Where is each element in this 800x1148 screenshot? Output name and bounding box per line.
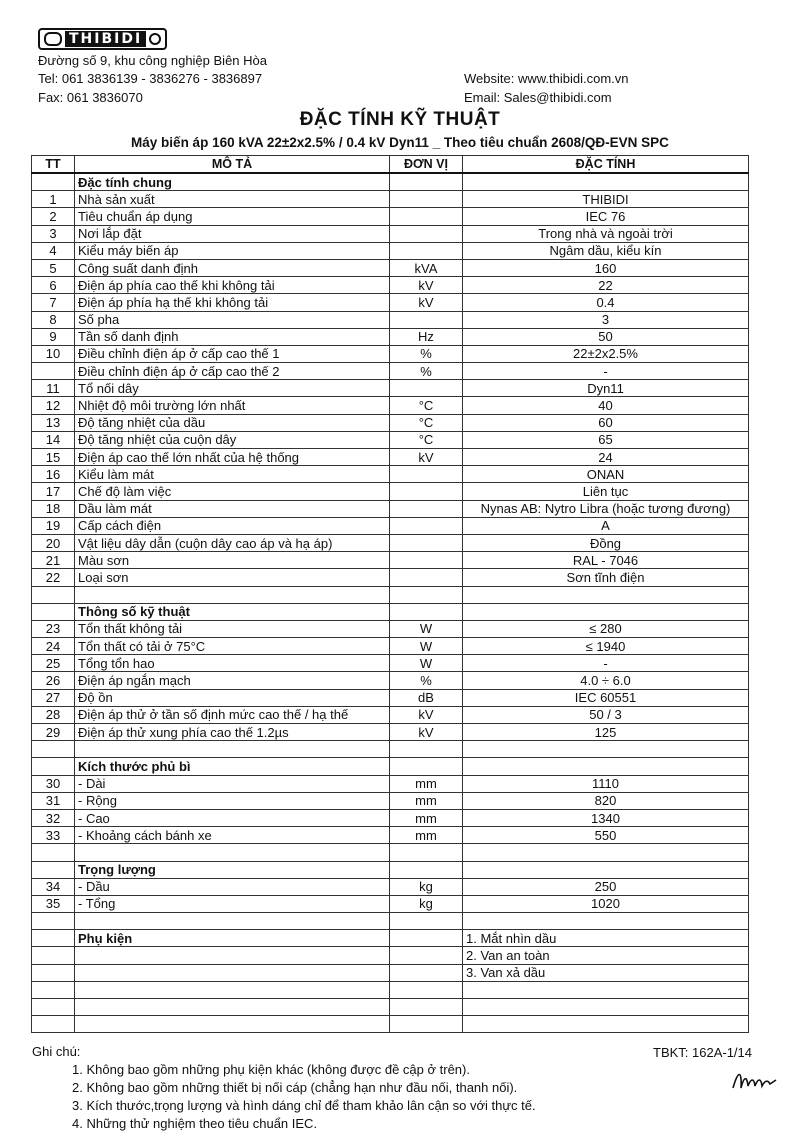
logo-frame — [38, 28, 167, 50]
row-number — [32, 363, 75, 380]
row-unit: dB — [390, 689, 463, 706]
table-row — [32, 792, 749, 809]
logo-dot-icon — [149, 33, 161, 45]
row-description: Điện áp phía cao thế khi không tải — [75, 277, 390, 294]
row-value — [463, 913, 749, 930]
row-number: 23 — [32, 620, 75, 637]
table-row — [32, 586, 749, 603]
row-number: 27 — [32, 689, 75, 706]
row-description: - Khoảng cách bánh xe — [75, 827, 390, 844]
row-number: 18 — [32, 500, 75, 517]
row-unit: °C — [390, 431, 463, 448]
row-value: ≤ 1940 — [463, 638, 749, 655]
row-number: 34 — [32, 878, 75, 895]
row-number: 28 — [32, 706, 75, 723]
row-description: Màu sơn — [75, 552, 390, 569]
row-unit: kV — [390, 706, 463, 723]
row-value — [463, 173, 749, 191]
table-row — [32, 208, 749, 225]
row-value: 1. Mắt nhìn dầu — [463, 930, 749, 947]
row-number: 22 — [32, 569, 75, 586]
row-unit: kV — [390, 294, 463, 311]
row-description: Cấp cách điện — [75, 517, 390, 534]
row-unit — [390, 225, 463, 242]
row-number: 21 — [32, 552, 75, 569]
note-item: 2. Không bao gồm những thiết bị nối cáp (chẳng hạn như đầu nối, thanh nối). — [72, 1080, 518, 1095]
row-description: Đặc tính chung — [75, 173, 390, 191]
table-row — [32, 259, 749, 276]
row-unit — [390, 861, 463, 878]
row-number — [32, 913, 75, 930]
row-number: 16 — [32, 466, 75, 483]
row-number: 14 — [32, 431, 75, 448]
table-row — [32, 655, 749, 672]
row-number: 25 — [32, 655, 75, 672]
table-row — [32, 724, 749, 741]
row-unit: °C — [390, 414, 463, 431]
table-row — [32, 620, 749, 637]
row-number: 15 — [32, 449, 75, 466]
row-unit: % — [390, 672, 463, 689]
spec-table-body — [32, 173, 749, 1033]
table-row — [32, 947, 749, 964]
row-value: 160 — [463, 259, 749, 276]
row-description: Kích thước phủ bì — [75, 758, 390, 775]
row-value — [463, 586, 749, 603]
row-number: 11 — [32, 380, 75, 397]
row-value: 2. Van an toàn — [463, 947, 749, 964]
table-row — [32, 809, 749, 826]
row-value — [463, 981, 749, 998]
row-value — [463, 603, 749, 620]
row-unit: kV — [390, 277, 463, 294]
row-value — [463, 1016, 749, 1033]
row-value: 65 — [463, 431, 749, 448]
row-number — [32, 844, 75, 861]
row-unit — [390, 517, 463, 534]
row-number: 13 — [32, 414, 75, 431]
row-unit — [390, 311, 463, 328]
row-description: Vật liệu dây dẫn (cuộn dây cao áp và hạ áp) — [75, 534, 390, 551]
row-unit — [390, 242, 463, 259]
row-unit: kg — [390, 878, 463, 895]
row-description: - Rộng — [75, 792, 390, 809]
row-value: 1110 — [463, 775, 749, 792]
row-unit — [390, 947, 463, 964]
row-description — [75, 913, 390, 930]
row-description: Chế độ làm việc — [75, 483, 390, 500]
table-row — [32, 741, 749, 758]
row-number — [32, 981, 75, 998]
row-unit — [390, 981, 463, 998]
row-unit: mm — [390, 775, 463, 792]
row-number: 3 — [32, 225, 75, 242]
row-number: 7 — [32, 294, 75, 311]
row-number — [32, 1016, 75, 1033]
row-number: 31 — [32, 792, 75, 809]
document-title: ĐẶC TÍNH KỸ THUẬT — [299, 109, 501, 130]
row-value: - — [463, 363, 749, 380]
table-row — [32, 689, 749, 706]
row-value: 0.4 — [463, 294, 749, 311]
table-row — [32, 878, 749, 895]
company-address: Đường số 9, khu công nghiệp Biên Hòa — [38, 53, 267, 68]
row-number: 5 — [32, 259, 75, 276]
table-row — [32, 913, 749, 930]
row-value: 1020 — [463, 895, 749, 912]
table-row — [32, 328, 749, 345]
row-description: Tổn thất có tải ở 75°C — [75, 638, 390, 655]
row-description: Điều chỉnh điện áp ở cấp cao thế 1 — [75, 345, 390, 362]
row-description: Tổng tổn hao — [75, 655, 390, 672]
row-number — [32, 861, 75, 878]
row-number: 35 — [32, 895, 75, 912]
row-value: 250 — [463, 878, 749, 895]
row-description: Nơi lắp đặt — [75, 225, 390, 242]
row-number: 33 — [32, 827, 75, 844]
table-row — [32, 895, 749, 912]
row-description: - Dầu — [75, 878, 390, 895]
row-unit: W — [390, 638, 463, 655]
row-value — [463, 758, 749, 775]
table-row — [32, 414, 749, 431]
header-unit: ĐƠN VỊ — [390, 156, 463, 174]
notes-label: Ghi chú: — [32, 1044, 81, 1059]
row-description: Tổ nối dây — [75, 380, 390, 397]
row-number — [32, 586, 75, 603]
row-number — [32, 947, 75, 964]
row-number: 2 — [32, 208, 75, 225]
row-value: 50 / 3 — [463, 706, 749, 723]
row-value — [463, 844, 749, 861]
notes-section — [32, 1043, 536, 1133]
row-number: 26 — [32, 672, 75, 689]
row-unit — [390, 534, 463, 551]
row-description: Độ tăng nhiệt của cuộn dây — [75, 431, 390, 448]
row-unit: mm — [390, 827, 463, 844]
row-unit — [390, 999, 463, 1016]
table-row — [32, 534, 749, 551]
row-number: 19 — [32, 517, 75, 534]
row-value: A — [463, 517, 749, 534]
row-value: Liên tục — [463, 483, 749, 500]
row-number: 10 — [32, 345, 75, 362]
row-description — [75, 741, 390, 758]
document-subtitle: Máy biến áp 160 kVA 22±2x2.5% / 0.4 kV Dyn11 _ Theo tiêu chuẩn 2608/QĐ-EVN SPC — [131, 135, 669, 150]
row-unit — [390, 844, 463, 861]
row-value: Dyn11 — [463, 380, 749, 397]
row-description: Điện áp ngắn mạch — [75, 672, 390, 689]
row-number: 12 — [32, 397, 75, 414]
row-description: Dầu làm mát — [75, 500, 390, 517]
row-number: 8 — [32, 311, 75, 328]
row-description: Độ ồn — [75, 689, 390, 706]
row-description: Điện áp thử xung phía cao thế 1.2µs — [75, 724, 390, 741]
row-value: Nynas AB: Nytro Libra (hoặc tương đương) — [463, 500, 749, 517]
row-description: Phụ kiện — [75, 930, 390, 947]
table-row — [32, 242, 749, 259]
row-description: Tổn thất không tải — [75, 620, 390, 637]
row-value: IEC 60551 — [463, 689, 749, 706]
row-number — [32, 964, 75, 981]
table-row — [32, 758, 749, 775]
row-unit: °C — [390, 397, 463, 414]
row-number — [32, 741, 75, 758]
table-row — [32, 1016, 749, 1033]
row-value: Sơn tĩnh điện — [463, 569, 749, 586]
row-number: 32 — [32, 809, 75, 826]
table-row — [32, 277, 749, 294]
table-row — [32, 449, 749, 466]
row-number: 29 — [32, 724, 75, 741]
document-code: TBKT: 162A-1/14 — [653, 1045, 752, 1060]
row-description: Nhiệt độ môi trường lớn nhất — [75, 397, 390, 414]
row-description: Thông số kỹ thuật — [75, 603, 390, 620]
row-value: IEC 76 — [463, 208, 749, 225]
header-description: MÔ TẢ — [75, 156, 390, 174]
row-value: Đồng — [463, 534, 749, 551]
row-number — [32, 758, 75, 775]
row-value: 820 — [463, 792, 749, 809]
table-row — [32, 431, 749, 448]
row-description: Công suất danh định — [75, 259, 390, 276]
table-row — [32, 603, 749, 620]
row-unit — [390, 191, 463, 208]
row-value: Ngâm dầu, kiểu kín — [463, 242, 749, 259]
row-value: 22 — [463, 277, 749, 294]
row-unit: W — [390, 620, 463, 637]
table-row — [32, 345, 749, 362]
row-number: 1 — [32, 191, 75, 208]
row-unit: kg — [390, 895, 463, 912]
row-unit — [390, 208, 463, 225]
row-number — [32, 173, 75, 191]
signature-mark — [730, 1066, 780, 1096]
row-description: Điện áp cao thế lớn nhất của hệ thống — [75, 449, 390, 466]
table-row — [32, 999, 749, 1016]
company-email: Email: Sales@thibidi.com — [464, 90, 612, 105]
row-description — [75, 964, 390, 981]
row-unit — [390, 500, 463, 517]
row-description: Điều chỉnh điện áp ở cấp cao thế 2 — [75, 363, 390, 380]
table-row — [32, 191, 749, 208]
row-description — [75, 947, 390, 964]
company-tel: Tel: 061 3836139 - 3836276 - 3836897 — [38, 71, 263, 86]
row-number — [32, 930, 75, 947]
table-row — [32, 397, 749, 414]
row-value: THIBIDI — [463, 191, 749, 208]
row-value — [463, 741, 749, 758]
table-header-row — [32, 156, 749, 174]
row-description: Loại sơn — [75, 569, 390, 586]
row-description: Tần số danh định — [75, 328, 390, 345]
row-unit — [390, 380, 463, 397]
spec-table — [31, 155, 749, 1033]
logo-ring-icon — [44, 32, 62, 46]
row-unit: kV — [390, 449, 463, 466]
table-row — [32, 552, 749, 569]
row-value: 22±2x2.5% — [463, 345, 749, 362]
table-row — [32, 861, 749, 878]
row-description — [75, 1016, 390, 1033]
row-unit: mm — [390, 809, 463, 826]
row-description: - Cao — [75, 809, 390, 826]
row-unit — [390, 758, 463, 775]
table-row — [32, 517, 749, 534]
row-description: Kiểu làm mát — [75, 466, 390, 483]
row-unit — [390, 1016, 463, 1033]
row-description: - Tổng — [75, 895, 390, 912]
row-unit: kV — [390, 724, 463, 741]
table-row — [32, 672, 749, 689]
row-number: 6 — [32, 277, 75, 294]
row-number — [32, 603, 75, 620]
row-unit — [390, 603, 463, 620]
row-description: - Dài — [75, 775, 390, 792]
row-number: 30 — [32, 775, 75, 792]
row-unit: Hz — [390, 328, 463, 345]
row-unit — [390, 586, 463, 603]
row-value: 125 — [463, 724, 749, 741]
row-description: Độ tăng nhiệt của dầu — [75, 414, 390, 431]
table-row — [32, 380, 749, 397]
row-number: 20 — [32, 534, 75, 551]
row-unit — [390, 466, 463, 483]
table-row — [32, 827, 749, 844]
row-value: 3 — [463, 311, 749, 328]
row-description: Tiêu chuẩn áp dụng — [75, 208, 390, 225]
row-description: Trọng lượng — [75, 861, 390, 878]
row-unit: % — [390, 345, 463, 362]
table-row — [32, 844, 749, 861]
row-description — [75, 586, 390, 603]
row-number: 9 — [32, 328, 75, 345]
table-row — [32, 225, 749, 242]
row-value: 60 — [463, 414, 749, 431]
table-row — [32, 638, 749, 655]
row-number: 4 — [32, 242, 75, 259]
row-description: Điện áp thử ở tần số định mức cao thế / hạ thế — [75, 706, 390, 723]
table-row — [32, 363, 749, 380]
table-row — [32, 311, 749, 328]
header-value: ĐẶC TÍNH — [463, 156, 749, 174]
company-fax: Fax: 061 3836070 — [38, 90, 143, 105]
company-website: Website: www.thibidi.com.vn — [464, 71, 629, 86]
row-description — [75, 999, 390, 1016]
row-value: 3. Van xả dầu — [463, 964, 749, 981]
row-value: 4.0 ÷ 6.0 — [463, 672, 749, 689]
row-unit — [390, 913, 463, 930]
table-row — [32, 706, 749, 723]
table-row — [32, 173, 749, 191]
note-item: 3. Kích thước,trọng lượng và hình dáng chỉ để tham khảo lân cận so với thực tế. — [72, 1098, 536, 1113]
row-value: 550 — [463, 827, 749, 844]
row-value: - — [463, 655, 749, 672]
row-value: 40 — [463, 397, 749, 414]
row-unit — [390, 569, 463, 586]
row-unit: W — [390, 655, 463, 672]
table-row — [32, 981, 749, 998]
row-value: 1340 — [463, 809, 749, 826]
table-row — [32, 500, 749, 517]
row-description: Kiểu máy biến áp — [75, 242, 390, 259]
row-unit — [390, 930, 463, 947]
table-row — [32, 964, 749, 981]
table-row — [32, 930, 749, 947]
row-unit — [390, 741, 463, 758]
row-value: ≤ 280 — [463, 620, 749, 637]
table-row — [32, 569, 749, 586]
row-value: 24 — [463, 449, 749, 466]
row-description — [75, 844, 390, 861]
table-row — [32, 466, 749, 483]
row-value: RAL - 7046 — [463, 552, 749, 569]
row-unit — [390, 552, 463, 569]
row-description: Điện áp phía hạ thế khi không tải — [75, 294, 390, 311]
header-tt: TT — [32, 156, 75, 174]
row-value: 50 — [463, 328, 749, 345]
row-description — [75, 981, 390, 998]
row-description: Nhà sản xuất — [75, 191, 390, 208]
row-number: 17 — [32, 483, 75, 500]
row-value — [463, 999, 749, 1016]
row-unit — [390, 964, 463, 981]
row-value: Trong nhà và ngoài trời — [463, 225, 749, 242]
table-row — [32, 775, 749, 792]
row-unit: mm — [390, 792, 463, 809]
note-item: 4. Những thử nghiệm theo tiêu chuẩn IEC. — [72, 1116, 318, 1131]
note-item: 1. Không bao gồm những phụ kiện khác (không được đề cập ở trên). — [72, 1062, 470, 1077]
row-value — [463, 861, 749, 878]
row-number: 24 — [32, 638, 75, 655]
table-row — [32, 483, 749, 500]
row-number — [32, 999, 75, 1016]
table-row — [32, 294, 749, 311]
row-unit — [390, 173, 463, 191]
row-unit: % — [390, 363, 463, 380]
company-logo — [38, 28, 174, 50]
logo-text: THIBIDI — [65, 31, 146, 47]
row-description: Số pha — [75, 311, 390, 328]
row-unit — [390, 483, 463, 500]
row-value: ONAN — [463, 466, 749, 483]
row-unit: kVA — [390, 259, 463, 276]
